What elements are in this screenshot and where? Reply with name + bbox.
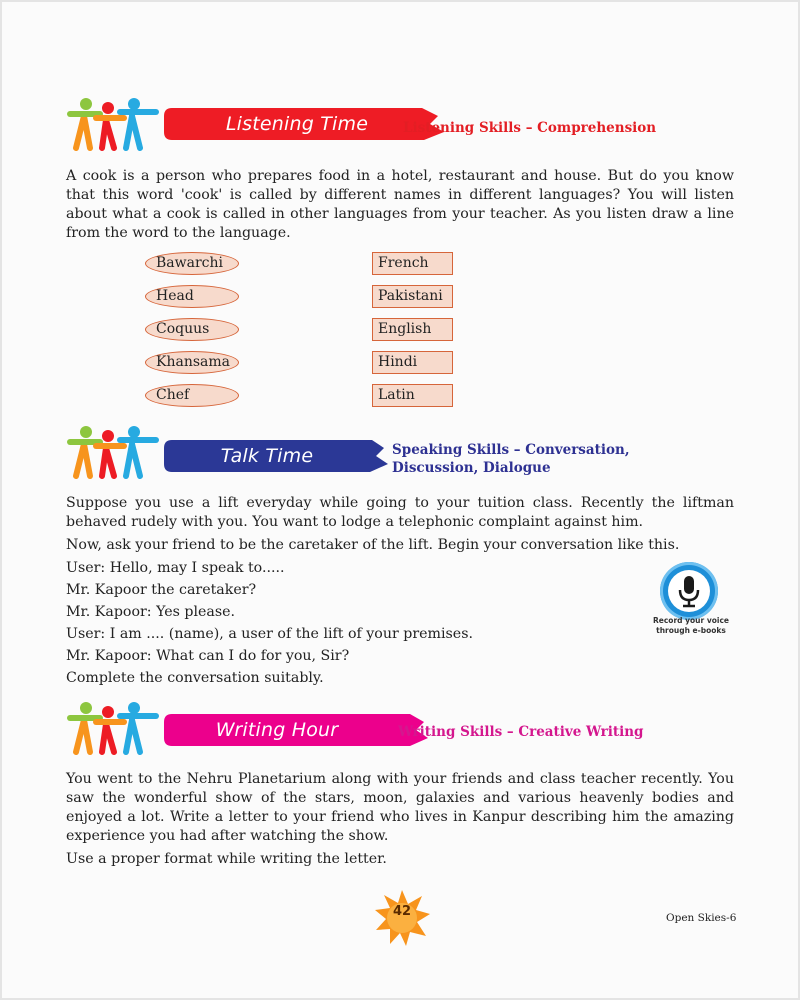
talk-line: Mr. Kapoor: Yes please. — [66, 604, 236, 620]
record-voice-caption — [626, 616, 756, 636]
writing-instructions: You went to the Nehru Planetarium along with your friends and class teacher recently. You saw the wonderful show of the stars, moon, galaxies and various heavenly bodies and enjoyed a lot. Write a letter to your friend who lives in Kanpur describing him the amazing experience you had after watching the show. — [66, 771, 734, 844]
writing-format-note: Use a proper format while writing the letter. — [66, 851, 387, 867]
talk-line: User: I am .... (name), a user of the lift of your premises. — [66, 626, 473, 642]
talk-line: Mr. Kapoor the caretaker? — [66, 582, 257, 598]
people-group-icon — [66, 96, 162, 152]
talk-skill-line2: Discussion, Dialogue — [392, 460, 551, 476]
writing-banner-title: Writing Hour — [215, 719, 339, 741]
talk-skill-label — [392, 441, 630, 477]
listening-section-header — [66, 96, 766, 156]
listening-skill-label: Listening Skills – Comprehension — [403, 120, 657, 136]
word-oval-coquus: Coquus — [145, 318, 239, 341]
mic-caption-line2: through e-books — [656, 626, 726, 635]
language-box-french: French — [372, 252, 453, 275]
people-group-icon — [66, 700, 162, 756]
mic-caption-line1: Record your voice — [653, 616, 729, 625]
talk-line: Complete the conversation suitably. — [66, 670, 324, 686]
language-box-latin: Latin — [372, 384, 453, 407]
language-box-hindi: Hindi — [372, 351, 453, 374]
language-box-english: English — [372, 318, 453, 341]
word-oval-khansama: Khansama — [145, 351, 239, 374]
word-oval-head: Head — [145, 285, 239, 308]
writing-section-header — [66, 700, 766, 760]
record-voice-button[interactable] — [660, 562, 718, 620]
word-oval-bawarchi: Bawarchi — [145, 252, 239, 275]
talk-instructions: Suppose you use a lift everyday while going to your tuition class. Recently the liftman behaved rudely with you. You want to lodge a telephonic complaint against him. — [66, 495, 734, 530]
writing-skill-label: Writing Skills – Creative Writing — [398, 724, 644, 740]
page-number: 42 — [392, 904, 412, 919]
listening-instructions: A cook is a person who prepares food in a hotel, restaurant and house. But do you know that this word 'cook' is called by different names in different languages? You will listen about what a cook is called in other languages from your teacher. As you listen draw a line from the word to the language. — [66, 168, 734, 241]
word-oval-chef: Chef — [145, 384, 239, 407]
talk-banner-title: Talk Time — [220, 445, 314, 467]
microphone-icon — [668, 570, 710, 612]
talk-section-header — [66, 424, 766, 484]
talk-line: Mr. Kapoor: What can I do for you, Sir? — [66, 648, 350, 664]
talk-line: User: Hello, may I speak to..... — [66, 560, 285, 576]
people-group-icon — [66, 424, 162, 480]
language-box-pakistani: Pakistani — [372, 285, 453, 308]
talk-line: Now, ask your friend to be the caretaker of the lift. Begin your conversation like this. — [66, 537, 680, 553]
talk-skill-line1: Speaking Skills – Conversation, — [392, 442, 630, 458]
book-title-footer: Open Skies-6 — [666, 912, 737, 924]
listening-banner-title: Listening Time — [225, 113, 369, 135]
